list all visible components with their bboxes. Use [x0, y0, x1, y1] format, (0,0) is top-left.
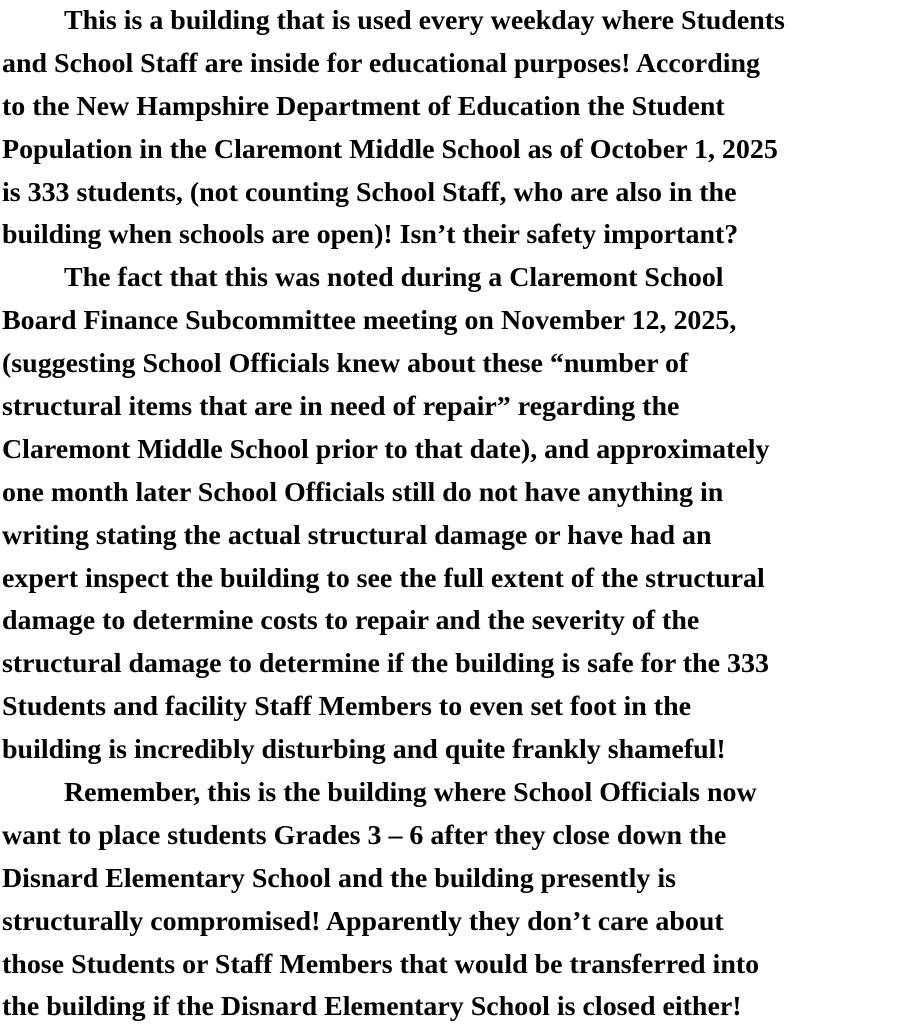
text-line: Disnard Elementary School and the building presently is — [2, 862, 676, 894]
text-line: those Students or Staff Members that would be transferred into — [2, 948, 760, 980]
text-line: Remember, this is the building where School Officials now — [64, 777, 757, 809]
text-line: The fact that this was noted during a Claremont School — [64, 262, 724, 294]
text-line: damage to determine costs to repair and the severity of the — [2, 605, 700, 637]
paragraph-2 — [0, 257, 900, 772]
paragraph-1 — [0, 0, 900, 257]
text-line: Population in the Claremont Middle School as of October 1, 2025 — [2, 133, 778, 165]
text-line: and School Staff are inside for educational purposes! According — [2, 47, 760, 79]
text-line: one month later School Officials still do not have anything in — [2, 476, 724, 508]
text-line: to the New Hampshire Department of Education the Student — [2, 90, 725, 122]
text-line: Claremont Middle School prior to that date), and approximately — [2, 433, 770, 465]
text-line: (suggesting School Officials knew about these “number of — [2, 348, 689, 380]
text-line: building when schools are open)! Isn’t their safety important? — [2, 219, 739, 251]
text-line: structural items that are in need of repair” regarding the — [2, 391, 680, 423]
text-line: is 333 students, (not counting School Staff, who are also in the — [2, 176, 737, 208]
paragraph-3 — [0, 772, 900, 1029]
text-line: structurally compromised! Apparently they don’t care about — [2, 905, 724, 937]
text-line: Students and facility Staff Members to even set foot in the — [2, 691, 692, 723]
text-line: Board Finance Subcommittee meeting on November 12, 2025, — [2, 305, 737, 337]
text-line: building is incredibly disturbing and quite frankly shameful! — [2, 734, 726, 766]
text-line: want to place students Grades 3 – 6 after they close down the — [2, 819, 727, 851]
text-line: expert inspect the building to see the full extent of the structural — [2, 562, 765, 594]
text-line: This is a building that is used every weekday where Students — [64, 5, 785, 36]
text-line: writing stating the actual structural damage or have had an — [2, 519, 712, 551]
text-line: structural damage to determine if the building is safe for the 333 — [2, 648, 769, 680]
text-line: the building if the Disnard Elementary School is closed either! — [2, 991, 742, 1023]
